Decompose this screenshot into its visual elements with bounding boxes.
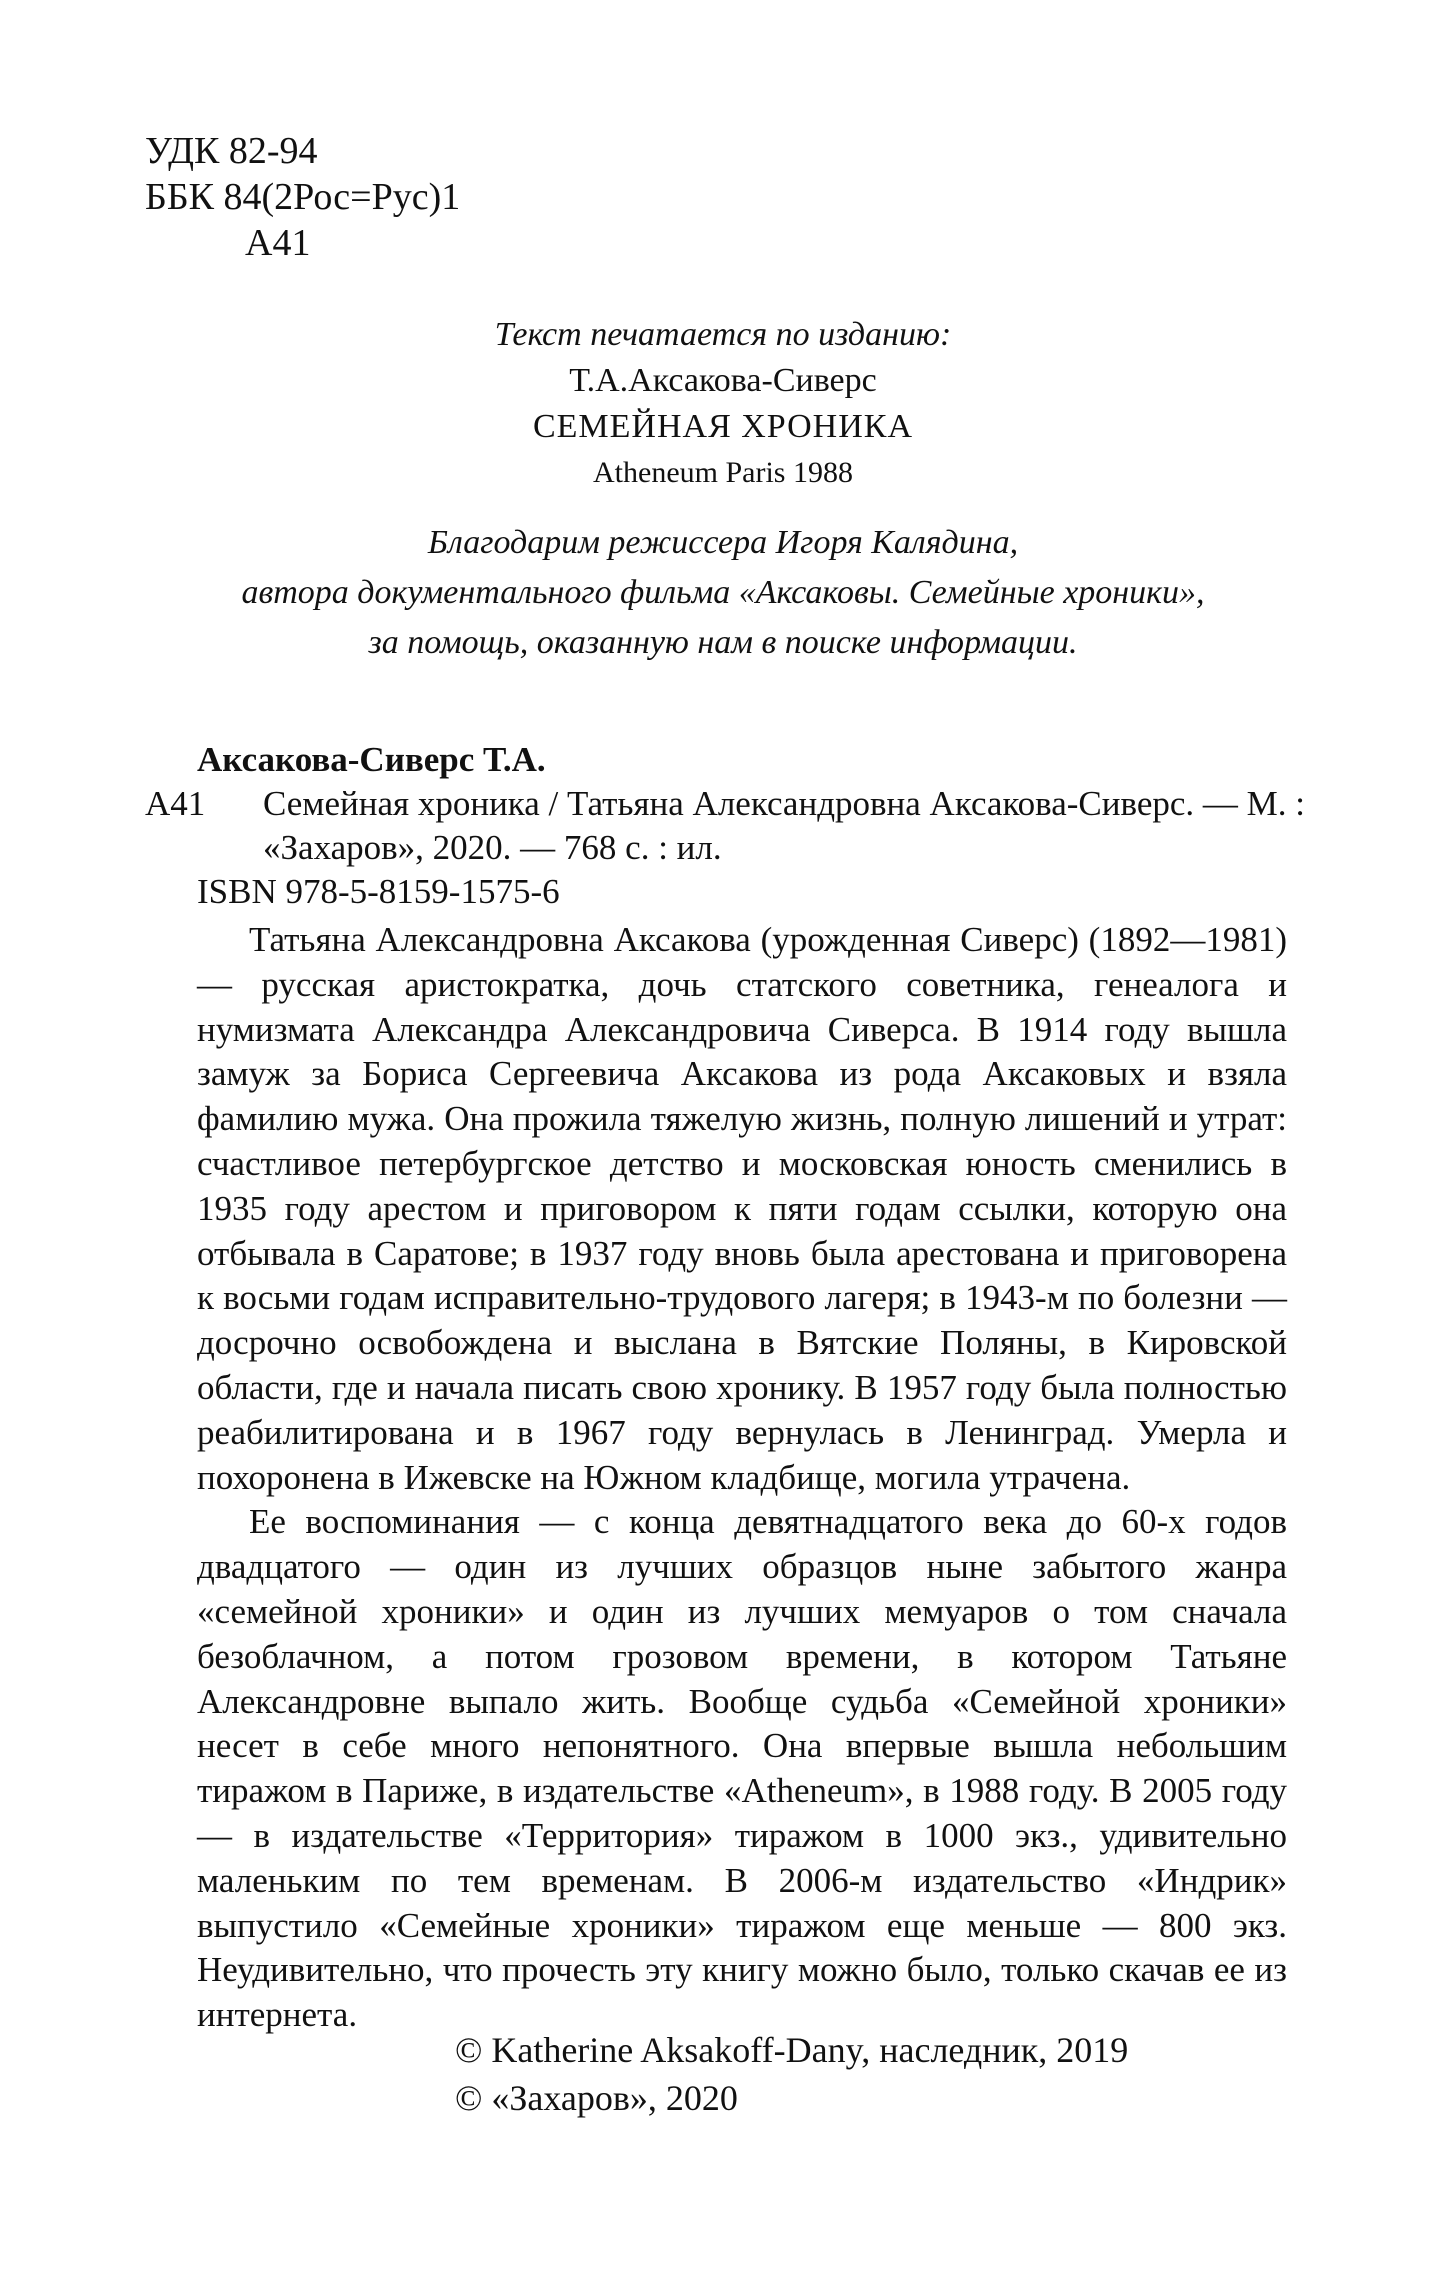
author-mark-code: А41 xyxy=(245,222,311,264)
source-edition-note xyxy=(0,312,1446,496)
copyright-line-1: © Katherine Aksakoff-Dany, наследник, 2019 xyxy=(455,2030,1129,2070)
record-entry xyxy=(145,782,1305,870)
acknowledgement-line-3: за помощь, оказанную нам в поиске информации. xyxy=(368,624,1078,661)
record-code: А41 xyxy=(145,784,206,823)
acknowledgement-line-2: автора документального фильма «Аксаковы. Семейные хроники», xyxy=(241,574,1205,611)
acknowledgement xyxy=(0,518,1446,668)
record-description: Семейная хроника / Татьяна Александровна Аксакова-Сиверс. — М. : «Захаров», 2020. — 768 с. : ил. xyxy=(263,784,1305,867)
record-author: Аксакова-Сиверс Т.А. xyxy=(197,740,546,779)
bbk-code: ББК 84(2Рос=Рус)1 xyxy=(145,176,461,218)
bibliographic-record xyxy=(145,738,1305,914)
isbn: ISBN 978-5-8159-1575-6 xyxy=(197,872,560,911)
udk-code: УДК 82-94 xyxy=(145,130,318,172)
copyright-notice xyxy=(455,2026,1128,2122)
annotation-paragraph-1: Татьяна Александровна Аксакова (урожденная Сиверс) (1892—1981) — русская аристократка, дочь статского советника, генеалога и нумизмата Александра Александровича Сиверса. В 1914 году вышла замуж за Бориса Сергеевича Аксакова из рода Аксаковых и взяла фамилию мужа. Она прожила тяжелую жизнь, полную лишений и утрат: счастливое петербургское детство и московская юность сменились в 1935 году арестом и приговором к пяти годам ссылки, которую она отбывала в Саратове; в 1937 году вновь была арестована и приговорена к восьми годам исправительно-трудового лагеря; в 1943-м по болезни — досрочно освобождена и выслана в Вятские Поляны, в Кировской области, где и начала писать свою хронику. В 1957 году была полностью реабилитирована и в 1967 году вернулась в Ленинград. Умерла и похоронена в Ижевске на Южном кладбище, могила утрачена. xyxy=(197,920,1287,1497)
source-edition: Atheneum Paris 1988 xyxy=(593,456,853,489)
annotation xyxy=(197,918,1287,2038)
source-title: СЕМЕЙНАЯ ХРОНИКА xyxy=(532,408,914,445)
copyright-line-2: © «Захаров», 2020 xyxy=(455,2078,738,2118)
source-intro: Текст печатается по изданию: xyxy=(494,316,952,353)
annotation-paragraph-2: Ее воспоминания — с конца девятнадцатого века до 60-х годов двадцатого — один из лучших образцов ныне забытого жанра «семейной хроники» и один из лучших мемуаров о том сначала безоблачном, а потом грозовом времени, в котором Татьяне Александровне выпало жить. Вообще судьба «Семейной хроники» несет в себе много непонятного. Она впервые вышла небольшим тиражом в Париже, в издательстве «Atheneum», в 1988 году. В 2005 году — в издательстве «Территория» тиражом в 1000 экз., удивительно маленьким по тем временам. В 2006-м издательство «Индрик» выпустило «Семейные хроники» тиражом еще меньше — 800 экз. Неудивительно, что прочесть эту книгу можно было, только скачав ее из интернета. xyxy=(197,1502,1287,2035)
acknowledgement-line-1: Благодарим режиссера Игоря Калядина, xyxy=(427,524,1019,561)
classification-codes xyxy=(145,128,460,266)
source-author: Т.А.Аксакова-Сиверс xyxy=(569,362,877,399)
